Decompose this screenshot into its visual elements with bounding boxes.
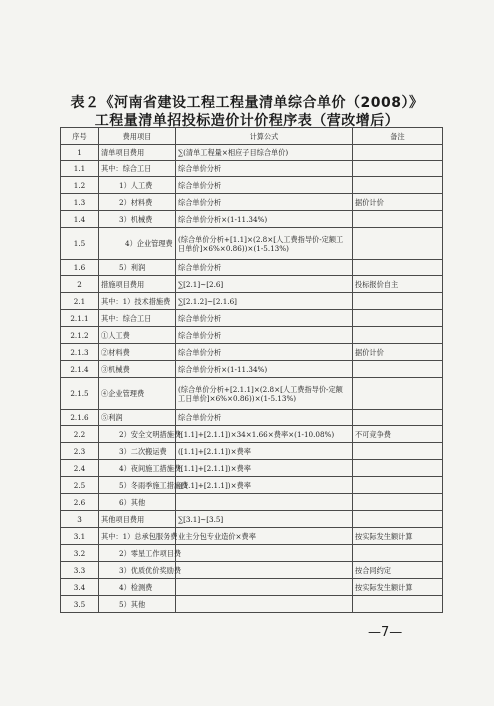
row-no: 1 [61, 145, 99, 161]
row-note: 投标报价自主 [353, 276, 443, 293]
row-note: 不可竞争费 [353, 426, 443, 443]
row-item: 1）人工费 [99, 177, 176, 194]
row-item: 措施项目费用 [99, 276, 176, 293]
table-row [61, 528, 443, 545]
table-row [61, 460, 443, 477]
table-row [61, 426, 443, 443]
row-no: 1.4 [61, 211, 99, 228]
table-row [61, 410, 443, 426]
row-no: 1.2 [61, 177, 99, 194]
row-no: 1.5 [61, 228, 99, 260]
row-item: 清单项目费用 [99, 145, 176, 161]
row-note [353, 145, 443, 161]
row-item: 2）材料费 [99, 194, 176, 211]
table-row [61, 293, 443, 310]
row-formula [176, 562, 353, 579]
table-row [61, 194, 443, 211]
row-item: 3）优质优价奖励费 [99, 562, 176, 579]
row-note [353, 293, 443, 310]
row-no: 2.1.5 [61, 378, 99, 410]
row-item: 3）二次搬运费 [99, 443, 176, 460]
row-formula [176, 494, 353, 511]
table-row [61, 596, 443, 613]
row-item: 其中：1）技术措施费 [99, 293, 176, 310]
row-item: 5）利润 [99, 260, 176, 276]
row-formula: ([1.1]+[2.1.1])×费率 [176, 477, 353, 494]
row-formula: (综合单价分析+[2.1.1]×(2.8×[人工费指导价-定额工日单价]×6%×0.86))×(1-5.13%) [176, 378, 353, 410]
row-item: ⑤利润 [99, 410, 176, 426]
row-formula: ([1.1]+[2.1.1])×34×1.66×费率×(1-10.08%) [176, 426, 353, 443]
table-title-line2: 工程量清单招投标造价计价程序表（营改增后） [94, 113, 400, 129]
row-item: 6）其他 [99, 494, 176, 511]
row-formula: ∑[2.1.2]~[2.1.6] [176, 293, 353, 310]
table-title-line1: 表２《河南省建设工程工程量清单综合单价（2008）》 [70, 95, 424, 111]
row-item: ③机械费 [99, 361, 176, 378]
row-no: 1.3 [61, 194, 99, 211]
row-formula [176, 545, 353, 562]
row-formula: ∑[3.1]~[3.5] [176, 511, 353, 528]
row-item: 4）夜间施工措施费 [99, 460, 176, 477]
row-no: 3.1 [61, 528, 99, 545]
row-no: 3.2 [61, 545, 99, 562]
row-note [353, 361, 443, 378]
table-row [61, 276, 443, 293]
row-no: 2.6 [61, 494, 99, 511]
table-row [61, 562, 443, 579]
table-row [61, 378, 443, 410]
row-no: 1.6 [61, 260, 99, 276]
row-formula: ∑(清单工程量×相应子目综合单价) [176, 145, 353, 161]
row-item: 3）机械费 [99, 211, 176, 228]
row-note: 按合同约定 [353, 562, 443, 579]
row-note [353, 211, 443, 228]
row-note [353, 161, 443, 177]
row-item: ④企业管理费 [99, 378, 176, 410]
row-note [353, 260, 443, 276]
table-row [61, 260, 443, 276]
row-no: 2.1.4 [61, 361, 99, 378]
row-item: 其中：综合工日 [99, 161, 176, 177]
table-row [61, 344, 443, 361]
pricing-procedure-table [60, 127, 443, 613]
row-item: 5）冬雨季施工措施费 [99, 477, 176, 494]
row-item: 其他项目费用 [99, 511, 176, 528]
row-no: 2.1.2 [61, 327, 99, 344]
table-row [61, 477, 443, 494]
row-note [353, 410, 443, 426]
row-note [353, 477, 443, 494]
table-row [61, 579, 443, 596]
row-note [353, 327, 443, 344]
row-note [353, 443, 443, 460]
table-row [61, 310, 443, 327]
row-item: 2）零星工作项目费 [99, 545, 176, 562]
header-formula: 计算公式 [176, 128, 353, 145]
row-no: 2.1.1 [61, 310, 99, 327]
row-formula [176, 596, 353, 613]
row-item: 其中：综合工日 [99, 310, 176, 327]
row-formula [176, 579, 353, 596]
row-formula: 综合单价分析×(1-11.34%) [176, 361, 353, 378]
table-header-row [61, 128, 443, 145]
row-no: 2.1 [61, 293, 99, 310]
table-row [61, 494, 443, 511]
row-note [353, 310, 443, 327]
row-item: 4）检测费 [99, 579, 176, 596]
table-row [61, 228, 443, 260]
row-no: 2 [61, 276, 99, 293]
row-formula: 综合单价分析 [176, 327, 353, 344]
row-formula: 综合单价分析 [176, 161, 353, 177]
row-no: 2.4 [61, 460, 99, 477]
row-item: 其中：1）总承包服务费 [99, 528, 176, 545]
row-formula: 业主分包专业造价×费率 [176, 528, 353, 545]
row-no: 3.4 [61, 579, 99, 596]
row-note [353, 460, 443, 477]
row-note: 据价计价 [353, 194, 443, 211]
table-row [61, 443, 443, 460]
row-item: ①人工费 [99, 327, 176, 344]
row-note: 按实际发生额计算 [353, 579, 443, 596]
table-row [61, 361, 443, 378]
table-row [61, 211, 443, 228]
row-note [353, 177, 443, 194]
row-no: 1.1 [61, 161, 99, 177]
table-row [61, 511, 443, 528]
table-row [61, 161, 443, 177]
row-no: 2.1.3 [61, 344, 99, 361]
row-item: ②材料费 [99, 344, 176, 361]
page-number: —7— [368, 625, 403, 640]
table-row [61, 545, 443, 562]
row-item: 2）安全文明措施费 [99, 426, 176, 443]
row-note [353, 545, 443, 562]
row-note [353, 378, 443, 410]
row-formula: ([1.1]+[2.1.1])×费率 [176, 443, 353, 460]
table-body [61, 145, 443, 613]
row-note: 据价计价 [353, 344, 443, 361]
row-note [353, 511, 443, 528]
row-no: 2.1.6 [61, 410, 99, 426]
row-note [353, 596, 443, 613]
row-note [353, 494, 443, 511]
header-no: 序号 [61, 128, 99, 145]
row-formula: 综合单价分析 [176, 310, 353, 327]
row-item: 5）其他 [99, 596, 176, 613]
header-item: 费用项目 [99, 128, 176, 145]
row-formula: 综合单价分析 [176, 344, 353, 361]
row-formula: 综合单价分析 [176, 410, 353, 426]
row-no: 2.2 [61, 426, 99, 443]
row-formula: ([1.1]+[2.1.1])×费率 [176, 460, 353, 477]
row-formula: (综合单价分析+[1.1]×(2.8×[人工费指导价-定额工日单价]×6%×0.86))×(1-5.13%) [176, 228, 353, 260]
row-no: 2.5 [61, 477, 99, 494]
row-item: 4）企业管理费 [99, 228, 176, 260]
row-no: 3 [61, 511, 99, 528]
table-row [61, 327, 443, 344]
row-formula: 综合单价分析 [176, 260, 353, 276]
row-note: 按实际发生额计算 [353, 528, 443, 545]
row-no: 2.3 [61, 443, 99, 460]
table-row [61, 145, 443, 161]
row-formula: 综合单价分析×(1-11.34%) [176, 211, 353, 228]
row-no: 3.5 [61, 596, 99, 613]
row-no: 3.3 [61, 562, 99, 579]
row-note [353, 228, 443, 260]
header-note: 备注 [353, 128, 443, 145]
row-formula: ∑[2.1]~[2.6] [176, 276, 353, 293]
row-formula: 综合单价分析 [176, 177, 353, 194]
table-row [61, 177, 443, 194]
row-formula: 综合单价分析 [176, 194, 353, 211]
